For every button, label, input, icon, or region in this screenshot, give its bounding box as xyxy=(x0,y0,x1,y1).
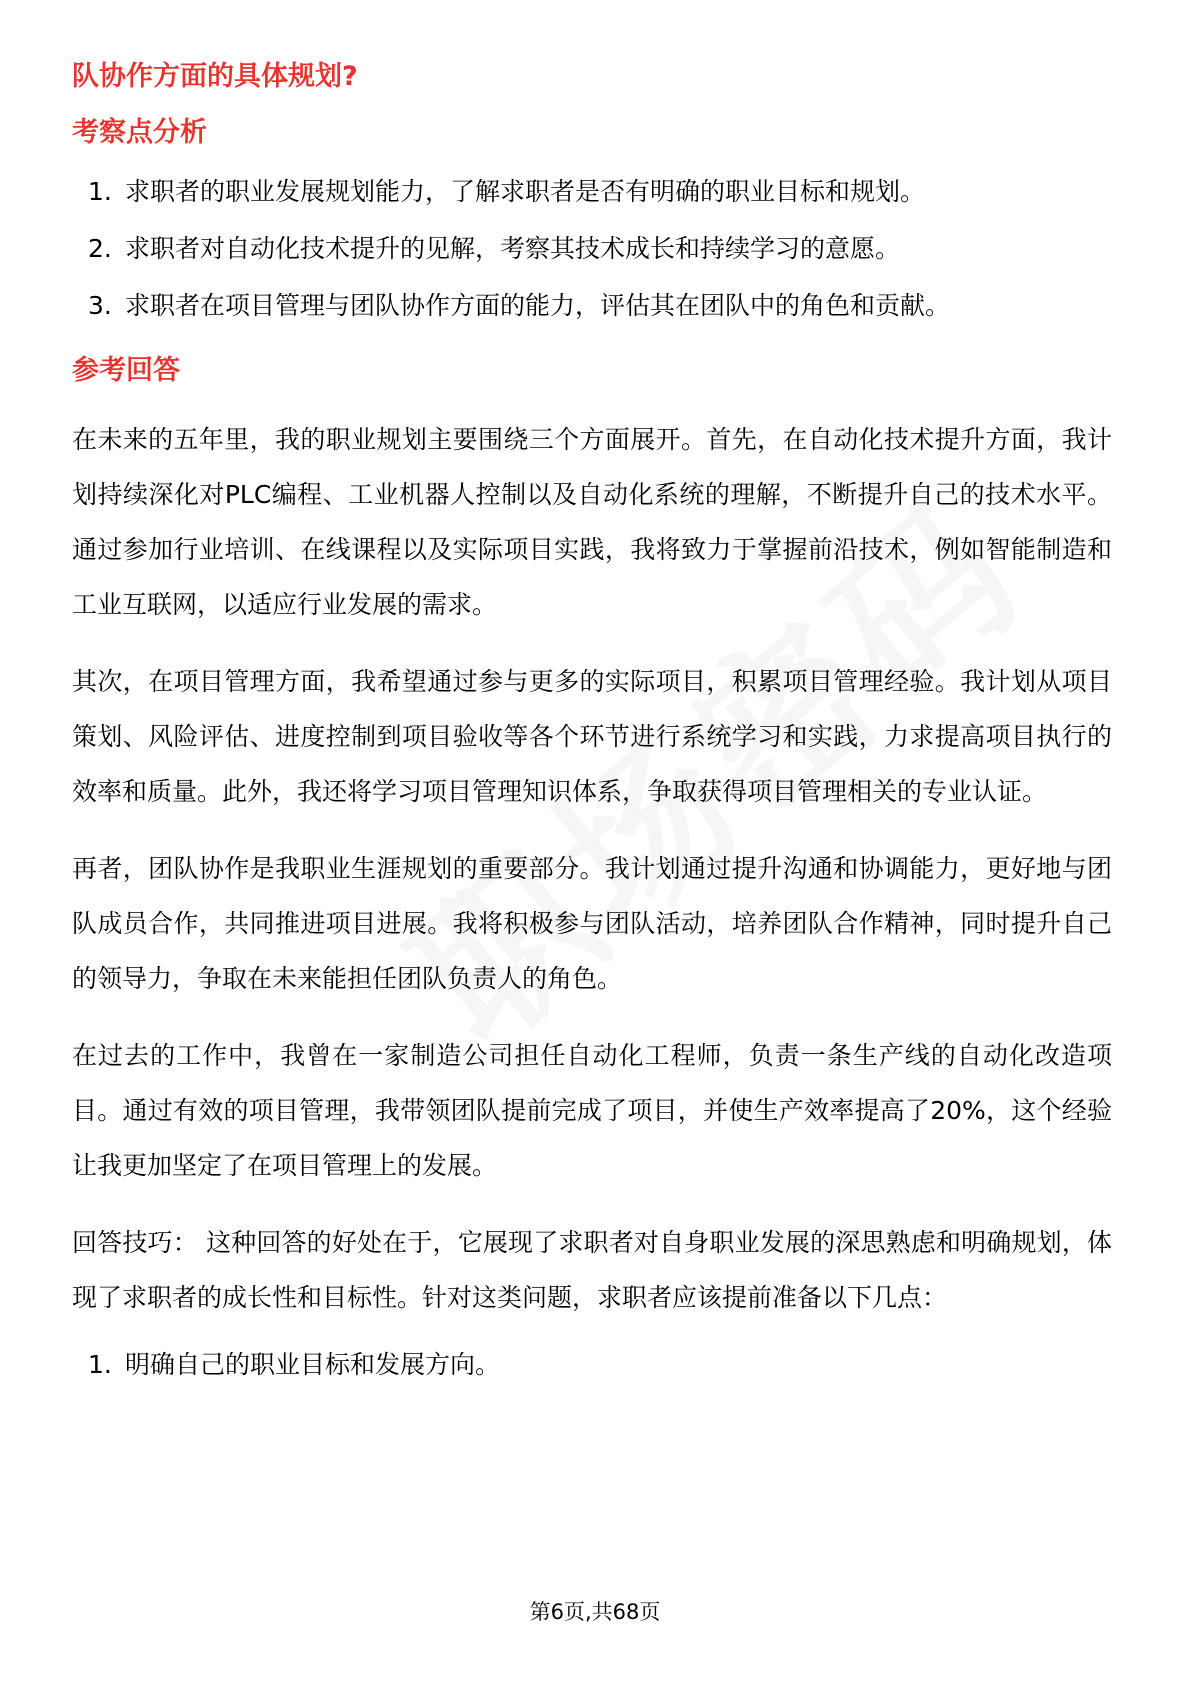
list-text: 求职者对自动化技术提升的见解，考察其技术成长和持续学习的意愿。 xyxy=(125,234,901,263)
answer-paragraph: 在未来的五年里，我的职业规划主要围绕三个方面展开。首先，在自动化技术提升方面，我计划持续深化对PLC编程、工业机器人控制以及自动化系统的理解，不断提升自己的技术水平。通过参加行业培训、在线课程以及实际项目实践，我将致力于掌握前沿技术，例如智能制造和工业互联网，以适应行业发展的需求。 xyxy=(72,425,1112,619)
answer-paragraph: 在过去的工作中，我曾在一家制造公司担任自动化工程师，负责一条生产线的自动化改造项目。通过有效的项目管理，我带领团队提前完成了项目，并使生产效率提高了20%，这个经验让我更加坚定了在项目管理上的发展。 xyxy=(72,1041,1112,1180)
list-item xyxy=(72,231,1112,267)
list-number: 1. xyxy=(88,177,112,206)
answer-heading: 参考回答 xyxy=(72,355,180,386)
list-text: 求职者在项目管理与团队协作方面的能力，评估其在团队中的角色和贡献。 xyxy=(125,291,951,320)
list-text: 求职者的职业发展规划能力，了解求职者是否有明确的职业目标和规划。 xyxy=(125,177,926,206)
page-footer: 第6页,共68页 xyxy=(529,1600,661,1624)
answer-tip-paragraph: 回答技巧： 这种回答的好处在于，它展现了求职者对自身职业发展的深思熟虑和明确规划，体现了求职者的成长性和目标性。针对这类问题，求职者应该提前准备以下几点： xyxy=(72,1228,1112,1312)
list-item xyxy=(72,1347,1112,1383)
question-title: 队协作方面的具体规划? xyxy=(72,61,358,92)
page-content xyxy=(72,58,1112,1383)
list-item xyxy=(72,288,1112,324)
list-number: 2. xyxy=(88,234,112,263)
answer-paragraph: 其次，在项目管理方面，我希望通过参与更多的实际项目，积累项目管理经验。我计划从项目策划、风险评估、进度控制到项目验收等各个环节进行系统学习和实践，力求提高项目执行的效率和质量。此外，我还将学习项目管理知识体系，争取获得项目管理相关的专业认证。 xyxy=(72,667,1112,806)
list-number: 1. xyxy=(88,1350,112,1379)
tips-list xyxy=(72,1347,1112,1383)
analysis-heading: 考察点分析 xyxy=(72,117,207,148)
list-item xyxy=(72,174,1112,210)
answer-paragraph: 再者，团队协作是我职业生涯规划的重要部分。我计划通过提升沟通和协调能力，更好地与团队成员合作，共同推进项目进展。我将积极参与团队活动，培养团队合作精神，同时提升自己的领导力，争取在未来能担任团队负责人的角色。 xyxy=(72,854,1112,993)
list-text: 明确自己的职业目标和发展方向。 xyxy=(125,1350,501,1379)
analysis-list xyxy=(72,174,1112,324)
list-number: 3. xyxy=(88,291,112,320)
